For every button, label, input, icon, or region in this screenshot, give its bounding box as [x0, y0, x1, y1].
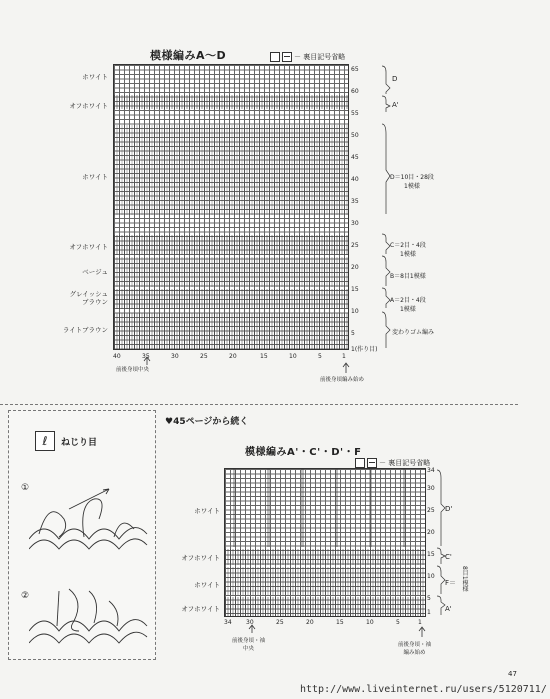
y-tick: 25: [427, 507, 435, 514]
y-tick: 40: [351, 176, 359, 183]
y-tick: 55: [351, 110, 359, 117]
note-f: F＝: [445, 579, 457, 587]
foot-label-center: 前後身頃中央: [116, 367, 150, 373]
stitch-symbol-box: ℓ: [35, 431, 55, 451]
y-tick: 60: [351, 88, 359, 95]
step-number: ①: [21, 483, 30, 493]
x-tick: 20: [306, 619, 314, 626]
row-label: オフホワイト: [69, 243, 108, 251]
note-d-repeat: D＝10目・28段 1模様: [390, 174, 434, 190]
y-tick: 50: [351, 132, 359, 139]
pattern-band-d-prime: [225, 469, 425, 547]
note-rib: 変わりゴム編み: [392, 329, 435, 336]
x-tick: 10: [366, 619, 374, 626]
legend: － 裏目記号省略: [270, 52, 345, 62]
pattern-band-a-prime: [114, 95, 348, 109]
blank-symbol-icon: [270, 52, 280, 62]
purl-symbol-icon: [282, 52, 292, 62]
row-label: ホワイト: [82, 73, 108, 81]
y-tick: 30: [351, 220, 359, 227]
knitting-chart-top: [113, 64, 349, 350]
arrow-up-icon: [342, 362, 350, 374]
note-a-repeat: A＝2目・4段 1模様: [390, 297, 426, 313]
y-tick: 65: [351, 66, 359, 73]
row-label: ホワイト: [194, 507, 220, 515]
y-tick: 15: [427, 551, 435, 558]
knitting-illustration-step-2: [29, 581, 149, 651]
arrow-up-icon: [248, 624, 256, 634]
pattern-band-c: [114, 235, 348, 255]
y-tick: 35: [351, 198, 359, 205]
stitch-name: ねじり目: [61, 438, 98, 448]
row-label: オフホワイト: [181, 605, 220, 613]
y-tick: 34: [427, 467, 435, 474]
note-a-prime: A': [392, 101, 399, 109]
x-tick: 35: [142, 353, 150, 360]
foot-label-start: 前後身頃・袖 編み始め: [398, 642, 432, 656]
row-label: グレイッシュ ブラウン: [69, 290, 108, 306]
note-a-prime: A': [445, 605, 452, 613]
pattern-band-d: [114, 125, 348, 215]
pattern-band-rib: [114, 313, 348, 349]
x-tick: 15: [336, 619, 344, 626]
row-label: オフホワイト: [181, 554, 220, 562]
x-tick: 34: [224, 619, 232, 626]
y-tick: 5: [351, 330, 355, 337]
x-tick: 1: [342, 353, 346, 360]
watermark-url: http://www.liveinternet.ru/users/5120711/: [300, 684, 547, 695]
x-tick: 25: [200, 353, 208, 360]
pattern-band-a: [114, 289, 348, 309]
x-tick: 5: [318, 353, 322, 360]
row-label: ベージュ: [82, 268, 108, 276]
row-label: オフホワイト: [69, 102, 108, 110]
section-divider: [0, 404, 518, 405]
x-tick: 15: [260, 353, 268, 360]
x-tick: 5: [396, 619, 400, 626]
purl-symbol-icon: [367, 458, 377, 468]
x-tick: 20: [229, 353, 237, 360]
page-number: 47: [508, 670, 517, 678]
twisted-stitch-inset: [8, 410, 156, 660]
foot-label-start: 前後身頃編み始め: [320, 377, 365, 383]
y-tick: 1: [427, 609, 431, 616]
y-tick: 45: [351, 154, 359, 161]
row-label: ライトブラウン: [62, 326, 108, 334]
row-label: ホワイト: [82, 173, 108, 181]
y-tick: 15: [351, 286, 359, 293]
y-tick: 1(作り目): [351, 346, 378, 353]
arrow-up-icon: [143, 356, 151, 366]
legend: － 裏目記号省略: [355, 458, 430, 468]
note-c-repeat: C＝2目・4段 1模様: [390, 242, 426, 258]
knitting-chart-bottom: [224, 468, 426, 617]
brace-lines-top: [380, 64, 392, 354]
note-b-repeat: B＝8目1模様: [390, 273, 426, 280]
y-tick: 25: [351, 242, 359, 249]
note-d-prime: D': [445, 505, 453, 513]
y-tick: 10: [351, 308, 359, 315]
brace-lines-bottom: [436, 468, 446, 618]
pattern-band-b: [114, 257, 348, 287]
y-tick: 20: [427, 529, 435, 536]
x-tick: 30: [246, 619, 254, 626]
pattern-band-c-prime: [225, 549, 425, 565]
y-tick: 10: [427, 573, 435, 580]
y-tick: 30: [427, 485, 435, 492]
foot-label-center: 前後身頃・袖 中央: [232, 638, 266, 652]
y-tick: 5: [427, 595, 431, 602]
chart-title: 模様編みA〜D: [150, 49, 227, 62]
y-tick: 20: [351, 264, 359, 271]
x-tick: 1: [418, 619, 422, 626]
chart-title: 模様編みA'・C'・D'・F: [245, 447, 362, 458]
row-label: ホワイト: [194, 581, 220, 589]
arrow-up-icon: [418, 626, 426, 638]
pattern-band-a-prime: [225, 597, 425, 616]
pattern-band-f: [225, 567, 425, 595]
knitting-illustration-step-1: [29, 479, 149, 559]
x-tick: 25: [276, 619, 284, 626]
note-f-detail: 8目1模様: [461, 566, 468, 592]
continued-note: ♥45ページから続く: [165, 417, 249, 427]
step-number: ②: [21, 591, 30, 601]
x-tick: 40: [113, 353, 121, 360]
x-tick: 10: [289, 353, 297, 360]
note-d: D: [392, 75, 398, 83]
blank-symbol-icon: [355, 458, 365, 468]
x-tick: 30: [171, 353, 179, 360]
note-c-prime: C': [445, 553, 452, 561]
